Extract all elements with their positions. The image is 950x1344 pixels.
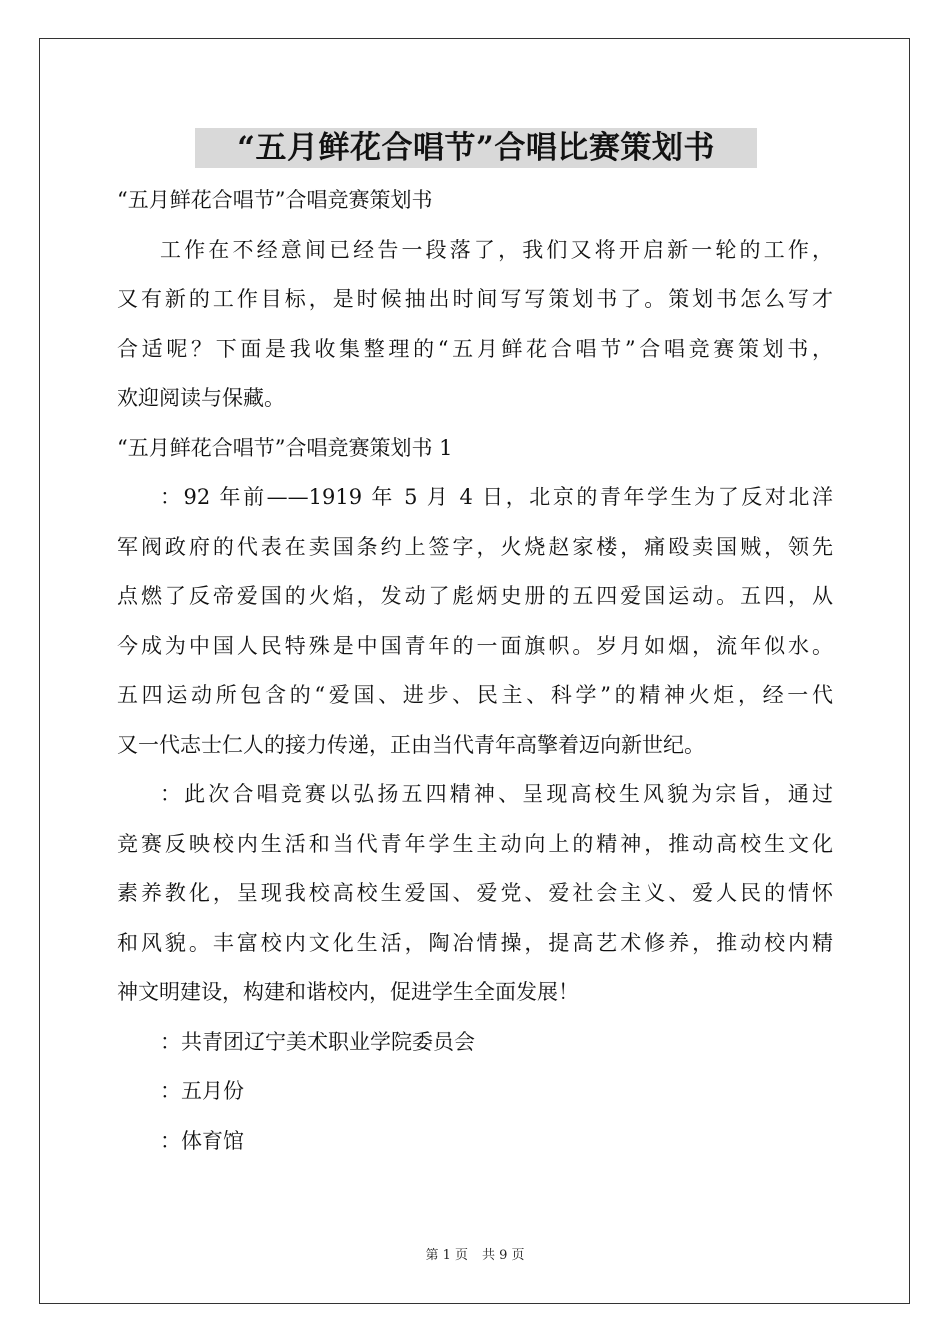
paragraph-line: 合适呢？下面是我收集整理的“五月鲜花合唱节”合唱竞赛策划书，	[117, 336, 833, 361]
paragraph-line: 今成为中国人民特殊是中国青年的一面旗帜。岁月如烟，流年似水。	[117, 633, 833, 658]
organizer-line: ：共青团辽宁美术职业学院委员会	[160, 1029, 475, 1054]
paragraph-line: 五四运动所包含的“爱国、进步、民主、科学”的精神火炬，经一代	[117, 683, 833, 707]
venue-line: ：体育馆	[160, 1128, 244, 1153]
page-number: 第 1 页	[425, 1248, 468, 1263]
paragraph-line: 素养教化，呈现我校高校生爱国、爱党、爱社会主义、爱人民的情怀	[117, 881, 833, 905]
page-total: 共 9 页	[482, 1248, 525, 1263]
paragraph-line: 竞赛反映校内生活和当代青年学生主动向上的精神，推动高校生文化	[117, 831, 833, 856]
paragraph-line: 点燃了反帝爱国的火焰，发动了彪炳史册的五四爱国运动。五四，从	[117, 584, 833, 608]
paragraph-line: ：92 年前——1919 年 5 月 4 日，北京的青年学生为了反对北洋	[160, 485, 833, 509]
paragraph-line: 神文明建设，构建和谐校内，促进学生全面发展！	[117, 980, 579, 1004]
paragraph-line: 又一代志士仁人的接力传递，正由当代青年高擎着迈向新世纪。	[117, 732, 705, 757]
section-heading: “五月鲜花合唱节”合唱竞赛策划书 1	[117, 435, 453, 460]
page-footer	[0, 1247, 950, 1265]
paragraph-line: 又有新的工作目标，是时候抽出时间写写策划书了。策划书怎么写才	[117, 287, 833, 311]
subtitle-line: “五月鲜花合唱节”合唱竞赛策划书	[117, 188, 433, 212]
date-line: ：五月份	[160, 1079, 244, 1103]
paragraph-line: 欢迎阅读与保藏。	[117, 386, 285, 410]
paragraph-line: 工作在不经意间已经告一段落了，我们又将开启新一轮的工作，	[160, 237, 833, 262]
paragraph-line: 军阀政府的代表在卖国条约上签字，火烧赵家楼，痛殴卖国贼，领先	[117, 534, 833, 559]
document-body	[117, 176, 833, 1166]
paragraph-line: ：此次合唱竞赛以弘扬五四精神、呈现高校生风貌为宗旨，通过	[160, 782, 833, 806]
paragraph-line: 和风貌。丰富校内文化生活，陶冶情操，提高艺术修养，推动校内精	[117, 930, 833, 955]
document-title: “五月鲜花合唱节”合唱比赛策划书	[195, 128, 757, 168]
